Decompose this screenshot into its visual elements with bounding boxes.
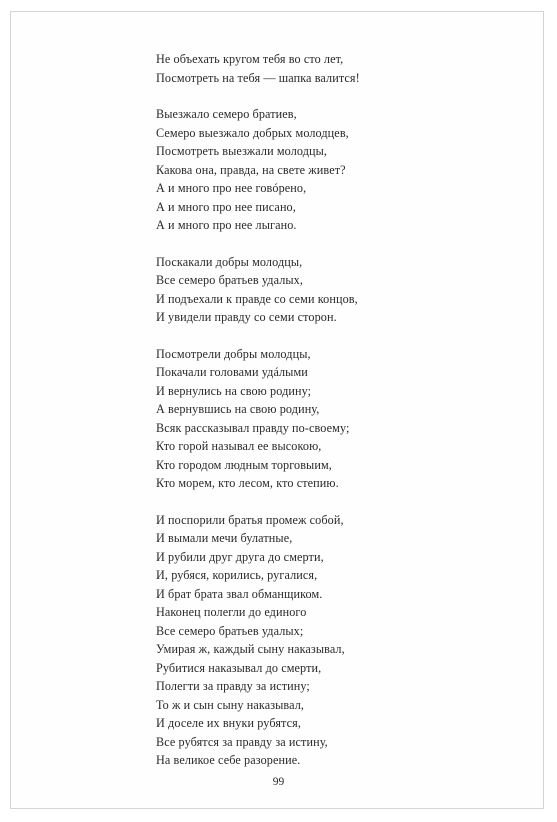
poem-line: Посмотреть выезжали молодцы,: [156, 144, 328, 158]
poem-text: [156, 50, 456, 788]
poem-line: Всяк рассказывал правду по-своему;: [156, 420, 350, 435]
poem-line: Поскакали добры молодцы,: [156, 254, 303, 269]
poem-line: И вернулись на свою родину;: [156, 383, 312, 398]
poem-line: Не объехать кругом тебя во сто лет,: [156, 52, 344, 66]
poem-line: Кто городом людным торговыим,: [156, 457, 332, 472]
poem-line: На великое себе разорение.: [156, 753, 301, 767]
poem-line: Умирая ж, каждый сыну наказывал,: [156, 642, 345, 656]
stanza: [156, 345, 456, 493]
poem-line: Выезжало семеро братиев,: [156, 107, 297, 121]
stanza: [156, 511, 456, 770]
poem-line: А и много про нее писано,: [156, 199, 296, 214]
poem-line: Полегти за правду за истину;: [156, 679, 310, 693]
poem-line: И рубили друг друга до смерти,: [156, 549, 324, 564]
poem-line: И брат брата звал обманщиком.: [156, 586, 323, 601]
poem-line: То ж и сын сыну наказывал,: [156, 697, 305, 712]
poem-line: И увидели правду со семи сторон.: [156, 310, 337, 324]
stanza: [156, 253, 456, 327]
poem-line: Кто морем, кто лесом, кто степию.: [156, 476, 339, 490]
poem-line: Семеро выезжало добрых молодцев,: [156, 125, 349, 140]
poem-line: Покачали головами удáлыми: [156, 365, 308, 379]
stanza: [156, 50, 456, 87]
poem-line: Все рубятся за правду за истину,: [156, 734, 328, 749]
poem-line: И доселе их внуки рубятся,: [156, 716, 301, 730]
poem-line: А и много про нее лыгано.: [156, 218, 297, 232]
poem-line: Наконец полегли до единого: [156, 605, 307, 619]
poem-line: Посмотреть на тебя — шапка валится!: [156, 70, 360, 85]
poem-line: Рубитися наказывал до смерти,: [156, 660, 322, 675]
poem-line: И, рубяся, корились, ругалися,: [156, 568, 318, 582]
poem-line: Все семеро братьев удалых;: [156, 623, 304, 638]
stanza: [156, 105, 456, 235]
poem-line: Кто горой называл ее высокою,: [156, 439, 322, 453]
poem-line: И вымали мечи булатные,: [156, 531, 293, 545]
poem-line: И поспорили братья промеж собой,: [156, 512, 344, 527]
poem-line: Все семеро братьев удалых,: [156, 273, 304, 287]
poem-line: Посмотрели добры молодцы,: [156, 346, 311, 361]
poem-line: А вернувшись на свою родину,: [156, 402, 320, 416]
poem-line: И подъехали к правде со семи концов,: [156, 291, 358, 306]
poem-line: А и много про нее говóрено,: [156, 181, 307, 195]
page-number: 99: [272, 776, 285, 788]
poem-line: Какова она, правда, на свете живет?: [156, 162, 346, 177]
